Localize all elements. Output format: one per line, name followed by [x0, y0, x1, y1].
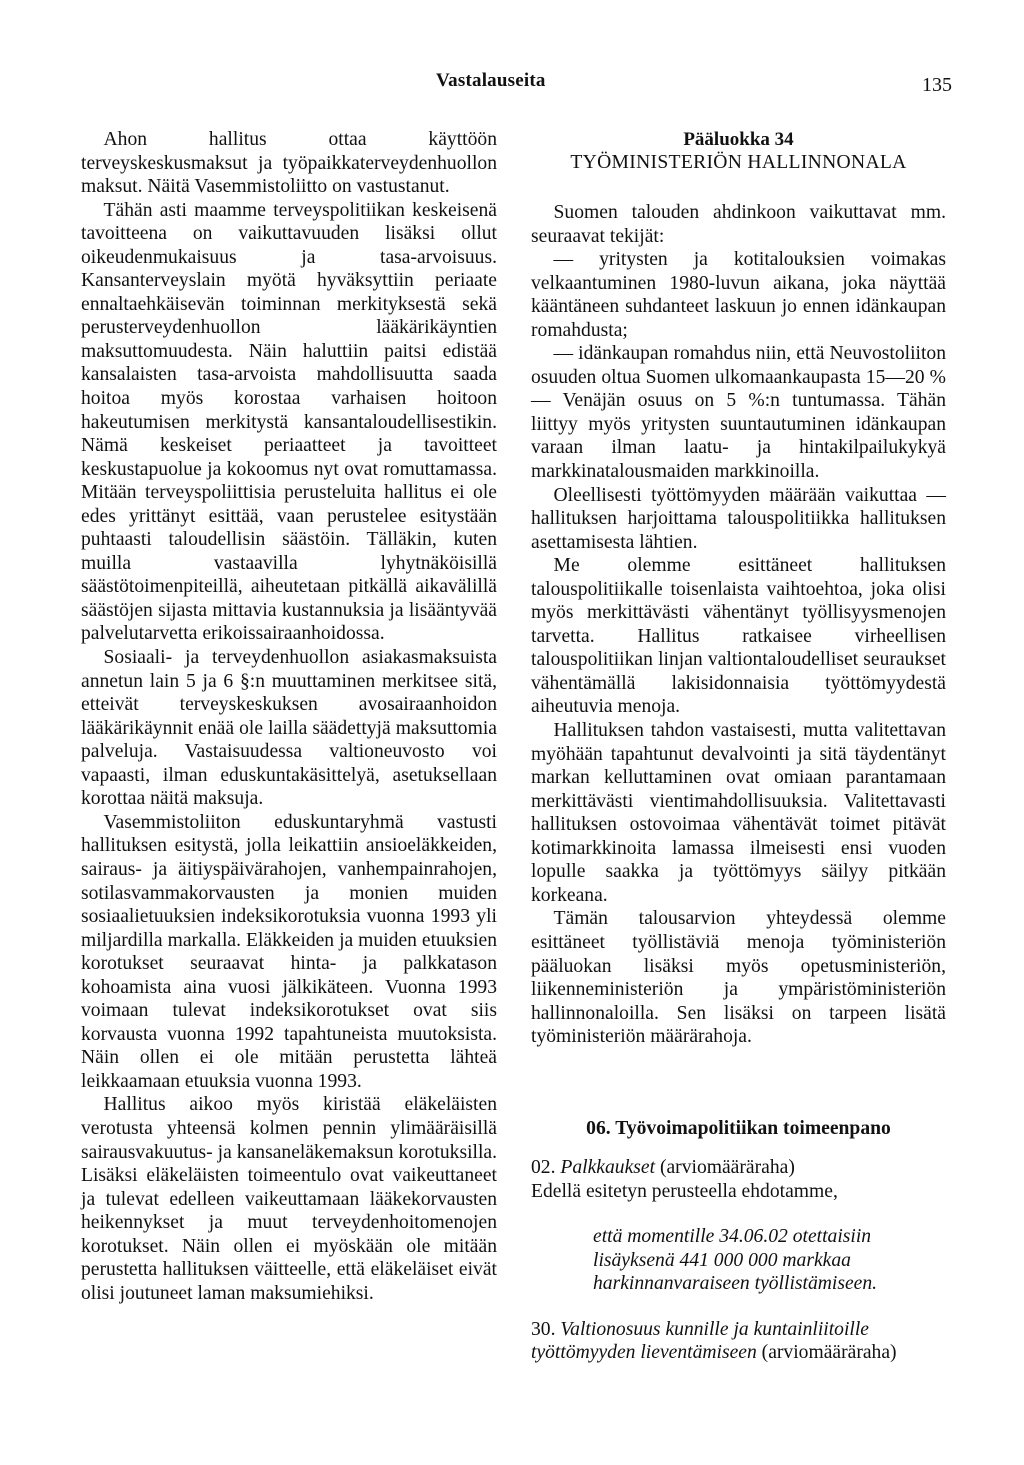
- item-type: (arviomääräraha): [655, 1157, 795, 1179]
- item-number: 30.: [531, 1318, 561, 1340]
- paragraph: Tämän talousarvion yhteydessä olemme esittäneet työllistäviä menoja työministeriön pääluokan lisäksi myös opetusministeriön, liikenneministeriön ja ympäristöministeriön hallinnonaloilla. Sen lisäksi on tarpeen lisätä työministeriön määrärahoja.: [531, 908, 946, 1048]
- paragraph: Hallituksen tahdon vastaisesti, mutta valitettavan myöhään tapahtunut devalvointi ja sitä täydentänyt markan kelluttaminen ovat omiaan parantamaan merkittävästi vientimahdollisuuksia. Valitettavasti hallituksen ostovoimaa vähentävät toimet pitävät kotimarkkinoita lamassa ilmeisesti ensi vuoden lopulle saakka ja työttömyys säilyy pitkään korkeana.: [531, 720, 946, 906]
- page-number: 135: [922, 74, 952, 96]
- page-header: [0, 70, 1024, 100]
- right-column: [531, 128, 946, 1365]
- left-column: [81, 128, 497, 1305]
- item-intro: Edellä esitetyn perusteella ehdotamme,: [531, 1180, 838, 1202]
- paragraph: Me olemme esittäneet hallituksen talouspolitiikalle toisenlaista vaihtoehtoa, joka olisi myös merkittävästi vähentänyt työllisyysmenojen tarvetta. Hallitus ratkaisee virheellisen talouspolitiikan linjan valtiontaloudelliset seuraukset vähentämällä lakisidonnaisia työttömyydestä aiheutuvia menoja.: [531, 555, 946, 718]
- paragraph: Ahon hallitus ottaa käyttöön terveyskeskusmaksut ja työpaikkaterveydenhuollon maksut. Näitä Vasemmistoliitto on vastustanut.: [81, 129, 497, 198]
- item-type: (arviomääräraha): [756, 1342, 897, 1364]
- item-name: Valtionosuus kunnille ja kuntainliitoille työttömyyden lieventämiseen: [531, 1318, 869, 1364]
- paragraph: Sosiaali- ja terveydenhuollon asiakasmaksuista annetun lain 5 ja 6 §:n muuttaminen merkitsee sitä, etteivät terveyskeskuksen avosairaanhoidon lääkärikäynnit enää ole lailla säädettyjä maksuttomia palveluja. Vastaisuudessa valtioneuvosto voi vapaasti, ilman eduskuntakäsittelyä, asetuksellaan korottaa näitä maksuja.: [81, 647, 497, 810]
- main-class-title: Pääluokka 34: [683, 129, 794, 150]
- paragraph: Vasemmistoliiton eduskuntaryhmä vastusti hallituksen esitystä, jolla leikattiin ansioeläkkeiden, sairaus- ja äitiyspäivärahojen, vanhempainrahojen, sotilasvammakorvausten ja monien muiden sosiaalietuuksien indeksikorotuksia vuonna 1993 yli miljardilla markalla. Eläkkeiden ja muiden etuuksien korotukset seuraavat hinta- ja palkkatason kohoamista aina vuosi jälkikäteen. Vuonna 1993 voimaan tulevat indeksikorotukset ovat siis korvausta vuonna 1992 tapahtuneista muutoksista. Näin ollen ei ole mitään perustetta lähteä leikkaamaan etuuksia vuonna 1993.: [81, 811, 497, 1092]
- section-title: 06. Työvoimapolitiikan toimeenpano: [586, 1117, 891, 1139]
- paragraph: Suomen talouden ahdinkoon vaikuttavat mm. seuraavat tekijät:: [531, 202, 946, 247]
- item-name: Palkkaukset: [560, 1157, 656, 1179]
- budget-item-30: [531, 1318, 946, 1365]
- main-class-heading: [531, 128, 946, 175]
- ministry-title: TYÖMINISTERIÖN HALLINNONALA: [570, 152, 907, 173]
- paragraph: Hallitus aikoo myös kiristää eläkeläisten verotusta yhteensä kolmen pennin ylimääräisillä sairausvakuutus- ja kansaneläkemaksun korotuksilla. Lisäksi eläkeläisten toimeentulo ovat vaikeuttaneet ja tulevat edelleen vaikeuttamaan lääkekorvausten heikennykset ja muut terveydenhoitomenojen korotukset. Näin ollen ei myöskään ole mitään perustetta hallituksen väitteelle, että eläkeläiset eivät olisi joutuneet laman maksumiehiksi.: [81, 1094, 497, 1304]
- list-item: — idänkaupan romahdus niin, että Neuvostoliiton osuuden oltua Suomen ulkomaankaupasta 15—20 % — Venäjän osuus on 5 %:n tuntumassa. Tähän liittyy myös yritysten suuntautuminen idänkaupan varaan ilman laatu- ja hintakilpailukykyä markkinatalousmaiden markkinoilla.: [531, 343, 946, 483]
- running-title: Vastalauseita: [436, 70, 546, 91]
- budget-item-02: [531, 1156, 946, 1180]
- list-item: — yritysten ja kotitalouksien voimakas velkaantuminen 1980-luvun aikana, joka näyttää kääntäneen suhdanteet laskuun jo ennen idänkaupan romahdusta;: [531, 249, 946, 341]
- motion-text: että momentille 34.06.02 otettaisiin lisäyksenä 441 000 000 markkaa harkinnanvaraiseen työllistämiseen.: [593, 1226, 878, 1295]
- paragraph: Oleellisesti työttömyyden määrään vaikuttaa — hallituksen harjoittama talouspolitiikka hallituksen asettamisesta lähtien.: [531, 484, 946, 553]
- paragraph: Tähän asti maamme terveyspolitiikan keskeisenä tavoitteena on vaikuttavuuden lisäksi ollut oikeudenmukaisuus ja tasa-arvoisuus. Kansanterveyslain myötä hyväksyttiin periaate ennaltaehkäisevän toiminnan merkityksestä sekä perusterveydenhuollon lääkärikäyntien maksuttomuudesta. Näin haluttiin paitsi edistää kansalaisten tasa-arvoista mahdollisuutta saada hoitoa myös korostaa varhaisen hoitoon hakeutumisen merkitystä kansantaloudellisestikin. Nämä keskeiset periaatteet ja tavoitteet keskustapuolue ja kokoomus nyt ovat romuttamassa. Mitään terveyspoliittisia perusteluita hallitus ei ole edes yrittänyt esittää, vaan perustelee esitystään puhtaasti taloudellisin säästöin. Tälläkin, kuten muilla vastaavilla lyhytnäköisillä säästötoimenpiteillä, aiheutetaan pitkällä aikavälillä säästöjen sijasta mittavia kustannuksia ja lisääntyvää palvelutarvetta erikoissairaanhoidossa.: [81, 199, 497, 645]
- item-number: 02.: [531, 1157, 561, 1179]
